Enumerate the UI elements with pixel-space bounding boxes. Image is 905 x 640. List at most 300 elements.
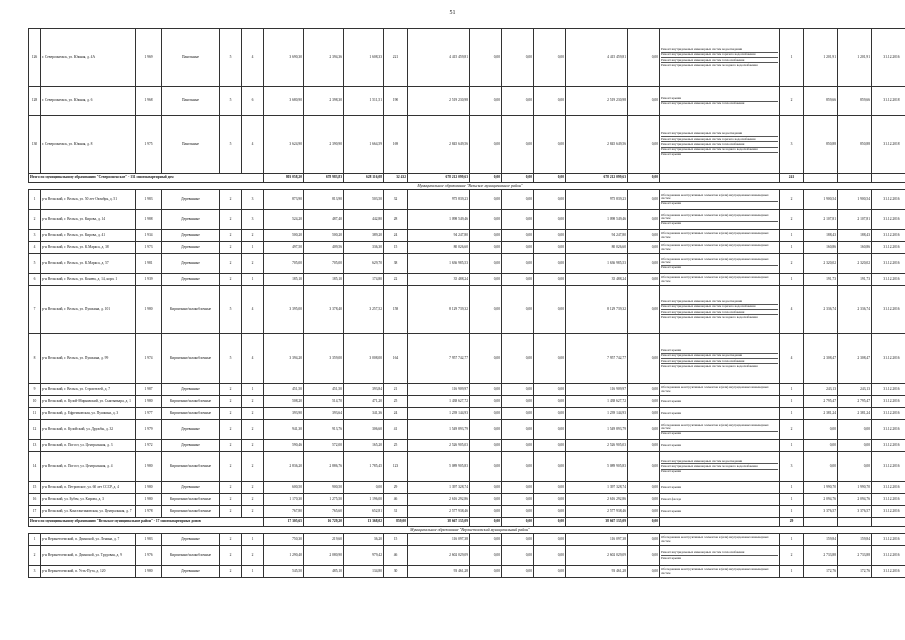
wall-material: Кирпичные/шлакоблочные <box>162 546 220 566</box>
build-year: 1 974 <box>136 334 162 384</box>
fund-local: 0,00 <box>534 210 566 230</box>
row-number: 17 <box>29 506 41 518</box>
total-cost: 1 438 627,72 <box>408 396 470 408</box>
residents: 25 <box>384 396 408 408</box>
deadline-date: 31.12.2016 <box>872 420 905 440</box>
wall-material: Деревянные <box>162 190 220 210</box>
total-c2: 0,00 <box>502 518 534 527</box>
build-year: 1 934 <box>136 230 162 242</box>
floors: 5 <box>220 29 242 87</box>
floors: 2 <box>220 534 242 546</box>
work-item: Ремонт внутридомовых инженерных систем водоотведения <box>661 132 778 137</box>
deadline-date: 31.12.2016 <box>872 408 905 420</box>
fund-local: 0,00 <box>534 420 566 440</box>
municipality-header <box>29 183 905 190</box>
build-year: 1 980 <box>136 494 162 506</box>
works-count: 1 <box>780 29 804 87</box>
total-cost: 2 577 938,46 <box>408 506 470 518</box>
table-row <box>29 440 905 452</box>
table-row <box>29 190 905 210</box>
total-area: 497,50 <box>264 242 304 254</box>
build-year: 1 983 <box>136 190 162 210</box>
cost-limit: 188,43 <box>838 230 872 242</box>
fund-owners: 93 461,28 <box>566 566 628 578</box>
wall-material: Деревянные <box>162 384 220 396</box>
total-area: 873,90 <box>264 190 304 210</box>
fund-local: 0,00 <box>534 494 566 506</box>
fund-other: 0,00 <box>628 230 660 242</box>
row-number: 130 <box>29 116 41 174</box>
total-cost: 678 212 099,63 <box>408 174 470 183</box>
works-list <box>660 408 780 420</box>
entrances: 1 <box>242 566 264 578</box>
entrances: 1 <box>242 534 264 546</box>
fund-owners: 35 488,24 <box>566 274 628 286</box>
entrances: 4 <box>242 29 264 87</box>
fund-federal: 0,00 <box>470 396 502 408</box>
total-c1: 0,00 <box>470 174 502 183</box>
build-year: 1 972 <box>136 440 162 452</box>
capital-repair-table <box>28 28 905 578</box>
total-cost: 1 239 144,93 <box>408 408 470 420</box>
work-item: Ремонт внутридомовых инженерных систем водоотведения <box>661 459 778 464</box>
living-area: 409,56 <box>304 242 344 254</box>
specific-cost: 188,43 <box>804 230 838 242</box>
total-blank <box>872 174 905 183</box>
deadline-date: 31.12.2016 <box>872 534 905 546</box>
address: р-н Вельский, г. Вельск, ул. К.Маркса, д. 57 <box>41 254 136 274</box>
total-area: 750,30 <box>264 534 304 546</box>
fund-other: 0,00 <box>628 408 660 420</box>
works-list <box>660 242 780 254</box>
residential-area: 3 008,00 <box>344 334 384 384</box>
living-area: 185,10 <box>304 274 344 286</box>
cost-limit: 160,86 <box>838 242 872 254</box>
total-cost: 80 026,60 <box>408 242 470 254</box>
row-number: 11 <box>29 408 41 420</box>
entrances: 4 <box>242 334 264 384</box>
address: г. Североонежск, ул. Южная, д. 4А <box>41 29 136 87</box>
row-number: 3 <box>29 230 41 242</box>
fund-federal: 0,00 <box>470 494 502 506</box>
entrances: 2 <box>242 482 264 494</box>
address: р-н Верхнетоемский, п. Двинской, ул. Ленина, д. 7 <box>41 534 136 546</box>
work-item: Ремонт крыши <box>661 555 682 560</box>
fund-owners: 1 397 328,74 <box>566 482 628 494</box>
address: р-н Вельский, п. Погост, ул. Центральная, д. 4 <box>41 452 136 482</box>
fund-owners: 80 026,60 <box>566 242 628 254</box>
residential-area: 1 664,59 <box>344 116 384 174</box>
municipality-title: Муниципальное образование "Вельское муниципальное район" <box>29 183 905 190</box>
total-blank <box>804 518 838 527</box>
works-list <box>660 210 780 230</box>
fund-other: 0,00 <box>628 420 660 440</box>
total-c3: 0,00 <box>534 174 566 183</box>
fund-other: 0,00 <box>628 396 660 408</box>
deadline-date: 31.12.2016 <box>872 334 905 384</box>
floors: 2 <box>220 482 242 494</box>
works-list <box>660 506 780 518</box>
living-area: 2 398,30 <box>304 87 344 116</box>
table-row <box>29 334 905 384</box>
fund-local: 0,00 <box>534 87 566 116</box>
total-area: 1 290,40 <box>264 546 304 566</box>
fund-federal: 0,00 <box>470 210 502 230</box>
entrances: 2 <box>242 420 264 440</box>
fund-local: 0,00 <box>534 116 566 174</box>
build-year: 1 980 <box>136 286 162 334</box>
works-count: 1 <box>780 408 804 420</box>
residents: 22 <box>384 274 408 286</box>
works-count: 1 <box>780 396 804 408</box>
build-year: 1 939 <box>136 274 162 286</box>
address: р-н Вельский, ул. Константиновская, ул. Центральная, д. 7 <box>41 506 136 518</box>
work-item: Ремонт внутридомовых инженерных систем теплоснабжения <box>661 101 745 105</box>
table-row <box>29 494 905 506</box>
cost-limit: 1 201,91 <box>838 29 872 87</box>
fund-local: 0,00 <box>534 506 566 518</box>
fund-federal: 0,00 <box>470 286 502 334</box>
table-row <box>29 87 905 116</box>
residential-area: 0,00 <box>344 482 384 494</box>
residential-area: 336,30 <box>344 242 384 254</box>
works-count: 1 <box>780 274 804 286</box>
floors: 5 <box>220 334 242 384</box>
fund-other: 0,00 <box>628 190 660 210</box>
fund-regional: 0,00 <box>502 254 534 274</box>
deadline-date: 31.12.2016 <box>872 440 905 452</box>
work-item: Ремонт внутридомовых инженерных систем холодного водоснабжения <box>661 148 778 153</box>
fund-owners: 1 636 985,53 <box>566 254 628 274</box>
living-area: 705,00 <box>304 254 344 274</box>
total-cost: 116 909,97 <box>408 384 470 396</box>
living-area: 900,50 <box>304 482 344 494</box>
specific-cost: 1 900,54 <box>804 190 838 210</box>
row-number: 128 <box>29 87 41 116</box>
fund-local: 0,00 <box>534 334 566 384</box>
fund-federal: 0,00 <box>470 274 502 286</box>
table-row <box>29 566 905 578</box>
fund-federal: 0,00 <box>470 29 502 87</box>
works-list <box>660 334 780 384</box>
total-c2: 0,00 <box>502 174 534 183</box>
work-item: Ремонт крыши <box>661 96 778 101</box>
row-number: 1 <box>29 190 41 210</box>
wall-material: Кирпичные/шлакоблочные <box>162 452 220 482</box>
works-list <box>660 254 780 274</box>
fund-federal: 0,00 <box>470 420 502 440</box>
total-cost: 7 957 742,77 <box>408 334 470 384</box>
fund-local: 0,00 <box>534 242 566 254</box>
works-count: 2 <box>780 190 804 210</box>
fund-local: 0,00 <box>534 274 566 286</box>
floors: 2 <box>220 494 242 506</box>
floors: 2 <box>220 384 242 396</box>
works-list <box>660 286 780 334</box>
works-count: 2 <box>780 87 804 116</box>
total-blank <box>838 174 872 183</box>
fund-owners: 2 845 649,56 <box>566 116 628 174</box>
fund-other: 0,00 <box>628 210 660 230</box>
total-cost: 975 839,23 <box>408 190 470 210</box>
fund-owners: 2 519 230,98 <box>566 87 628 116</box>
fund-other: 0,00 <box>628 482 660 494</box>
residential-area: 306,60 <box>344 420 384 440</box>
total-blank <box>804 174 838 183</box>
work-item: Ремонт внутридомовых инженерных систем холодного водоснабжения <box>661 363 758 368</box>
fund-regional: 0,00 <box>502 494 534 506</box>
fund-owners: 1 549 893,79 <box>566 420 628 440</box>
works-count: 1 <box>780 506 804 518</box>
residents: 28 <box>384 210 408 230</box>
cost-limit: 2 795,47 <box>838 396 872 408</box>
table-row <box>29 452 905 482</box>
fund-owners: 2 577 938,46 <box>566 506 628 518</box>
residential-area: 134,80 <box>344 566 384 578</box>
page-number: 51 <box>449 10 456 16</box>
entrances: 2 <box>242 230 264 242</box>
residents: 25 <box>384 440 408 452</box>
living-area: 393,64 <box>304 408 344 420</box>
total-cost: 1 636 985,53 <box>408 254 470 274</box>
total-cost: 35 488,24 <box>408 274 470 286</box>
deadline-date: 31.12.2016 <box>872 506 905 518</box>
address: р-н Вельский, д. Ефремковская, ул. Пушкина, д. 3 <box>41 408 136 420</box>
specific-cost: 0,00 <box>804 452 838 482</box>
total-area: 17 305,65 <box>264 518 304 527</box>
fund-regional: 0,00 <box>502 384 534 396</box>
fund-federal: 0,00 <box>470 384 502 396</box>
work-item: Ремонт крыши <box>661 201 682 206</box>
address: р-н Вельский, п. Петровское, ул. 60 лет СССР, д. 4 <box>41 482 136 494</box>
works-list <box>660 546 780 566</box>
fund-local: 0,00 <box>534 286 566 334</box>
work-item: Ремонт крыши <box>661 398 682 403</box>
work-item: Ремонт внутридомовых инженерных систем теплоснабжения <box>661 142 778 147</box>
address: г. Североонежск, ул. Южная, д. 8 <box>41 116 136 174</box>
living-area: 2 394,36 <box>304 29 344 87</box>
residents: 24 <box>384 408 408 420</box>
cost-limit: 2 336,74 <box>838 286 872 334</box>
total-label: Итого по муниципальному образованию "Вельское муниципальное район" - 17 многоквартирных домов <box>29 518 264 527</box>
total-area_n: 13 368,02 <box>344 518 384 527</box>
specific-cost: 172,76 <box>804 566 838 578</box>
living-area: 451,50 <box>304 384 344 396</box>
residents: 164 <box>384 334 408 384</box>
works-list <box>660 494 780 506</box>
address: р-н Вельский, г. Вельск, ул. Пушкина, д. 101 <box>41 286 136 334</box>
row-number: 16 <box>29 494 41 506</box>
fund-other: 0,00 <box>628 494 660 506</box>
deadline-date: 31.12.2016 <box>872 274 905 286</box>
floors: 2 <box>220 452 242 482</box>
fund-regional: 0,00 <box>502 286 534 334</box>
build-year: 1 987 <box>136 384 162 396</box>
build-year: 1 983 <box>136 534 162 546</box>
living-area: 3 359,00 <box>304 334 344 384</box>
wall-material: Деревянные <box>162 210 220 230</box>
row-number: 13 <box>29 440 41 452</box>
fund-regional: 0,00 <box>502 242 534 254</box>
row-number: 2 <box>29 210 41 230</box>
floors: 2 <box>220 420 242 440</box>
specific-cost: 2 795,47 <box>804 396 838 408</box>
works-count: 1 <box>780 494 804 506</box>
deadline-date: 31.12.2016 <box>872 230 905 242</box>
fund-regional: 0,00 <box>502 116 534 174</box>
residents: 41 <box>384 420 408 440</box>
residents: 158 <box>384 286 408 334</box>
municipality-title: Муниципальное образование "Верхнетоемский муниципальный район" <box>29 527 905 534</box>
residents: 32 <box>384 190 408 210</box>
build-year: 1 969 <box>136 29 162 87</box>
floors: 2 <box>220 210 242 230</box>
wall-material: Деревянные <box>162 230 220 242</box>
deadline-date: 31.12.2016 <box>872 254 905 274</box>
fund-federal: 0,00 <box>470 546 502 566</box>
fund-other: 0,00 <box>628 87 660 116</box>
fund-local: 0,00 <box>534 29 566 87</box>
row-number: 2 <box>29 546 41 566</box>
works-count: 4 <box>780 286 804 334</box>
total-cost: 5 089 905,83 <box>408 452 470 482</box>
wall-material: Кирпичные/шлакоблочные <box>162 396 220 408</box>
row-number: 12 <box>29 420 41 440</box>
total-works-count: 241 <box>780 174 804 183</box>
total-c4: 0,00 <box>628 518 660 527</box>
entrances: 1 <box>242 242 264 254</box>
entrances: 3 <box>242 210 264 230</box>
deadline-date: 31.12.2016 <box>872 396 905 408</box>
cost-limit: 243,13 <box>838 384 872 396</box>
fund-owners: 116 909,97 <box>566 384 628 396</box>
entrances: 2 <box>242 408 264 420</box>
fund-owners: 1 438 627,72 <box>566 396 628 408</box>
fund-other: 0,00 <box>628 254 660 274</box>
total-cost: 38 667 135,09 <box>408 518 470 527</box>
works-list <box>660 116 780 174</box>
fund-federal: 0,00 <box>470 87 502 116</box>
wall-material: Деревянные <box>162 420 220 440</box>
works-list <box>660 440 780 452</box>
work-item: Обследование конструктивных элементов и (или) внутридомовых инженерных систем <box>661 423 778 431</box>
fund-regional: 0,00 <box>502 334 534 384</box>
fund-other: 0,00 <box>628 116 660 174</box>
build-year: 1 980 <box>136 396 162 408</box>
cost-limit: 2 094,76 <box>838 494 872 506</box>
work-item: Обследование конструктивных элементов и (или) внутридомовых инженерных систем <box>661 385 769 393</box>
residential-area: 1 785,45 <box>344 452 384 482</box>
table-row <box>29 546 905 566</box>
living-area: 2 080,90 <box>304 546 344 566</box>
wall-material: Деревянные <box>162 274 220 286</box>
fund-regional: 0,00 <box>502 87 534 116</box>
works-list <box>660 29 780 87</box>
fund-regional: 0,00 <box>502 420 534 440</box>
table-row <box>29 29 905 87</box>
deadline-date: 31.12.2016 <box>872 190 905 210</box>
row-number: 3 <box>29 566 41 578</box>
table-row <box>29 274 905 286</box>
cost-limit: 0,00 <box>838 440 872 452</box>
total-cost: 2 845 649,56 <box>408 116 470 174</box>
cost-limit: 2 381,24 <box>838 408 872 420</box>
fund-local: 0,00 <box>534 230 566 242</box>
total-area: 803 058,20 <box>264 174 304 183</box>
floors: 2 <box>220 396 242 408</box>
deadline-date: 31.12.2016 <box>872 384 905 396</box>
works-count: 1 <box>780 534 804 546</box>
residents: 169 <box>384 116 408 174</box>
address: р-н Верхнетоемский, п. Усть-Пута, д. 120 <box>41 566 136 578</box>
total-res: 859,00 <box>384 518 408 527</box>
residents: 123 <box>384 452 408 482</box>
work-item: Ремонт крыши <box>661 484 682 489</box>
specific-cost: 850,88 <box>804 116 838 174</box>
fund-regional: 0,00 <box>502 210 534 230</box>
total-cost2: 678 212 099,63 <box>566 174 628 183</box>
work-item: Ремонт внутридомовых инженерных систем водоотведения <box>661 300 778 305</box>
build-year: 1 981 <box>136 254 162 274</box>
works-count: 1 <box>780 384 804 396</box>
wall-material: Кирпичные/шлакоблочные <box>162 334 220 384</box>
total-area: 767,80 <box>264 506 304 518</box>
fund-other: 0,00 <box>628 534 660 546</box>
living-area: 813,90 <box>304 190 344 210</box>
wall-material: Деревянные <box>162 440 220 452</box>
fund-owners: 7 957 742,77 <box>566 334 628 384</box>
living-area: 500,20 <box>304 230 344 242</box>
residents: 221 <box>384 29 408 87</box>
fund-federal: 0,00 <box>470 230 502 242</box>
residents: 38 <box>384 254 408 274</box>
cost-limit: 0,00 <box>838 452 872 482</box>
works-count: 1 <box>780 482 804 494</box>
floors: 2 <box>220 254 242 274</box>
fund-regional: 0,00 <box>502 190 534 210</box>
fund-owners: 2 526 905,03 <box>566 440 628 452</box>
works-count: 1 <box>780 242 804 254</box>
build-year: 1 968 <box>136 87 162 116</box>
fund-other: 0,00 <box>628 274 660 286</box>
wall-material: Кирпичные/шлакоблочные <box>162 408 220 420</box>
work-item: Ремонт внутридомовых инженерных систем горячего водоснабжения <box>661 305 778 310</box>
residential-area: 652,81 <box>344 506 384 518</box>
works-list <box>660 384 780 396</box>
residential-area: 979,42 <box>344 546 384 566</box>
wall-material: Кирпичные/шлакоблочные <box>162 286 220 334</box>
work-item: Ремонт внутридомовых инженерных систем холодного водоснабжения <box>661 464 778 469</box>
cost-limit: 1 990,70 <box>838 482 872 494</box>
residents: 15 <box>384 534 408 546</box>
living-area: 913,76 <box>304 420 344 440</box>
cost-limit: 191,73 <box>838 274 872 286</box>
cost-limit: 1 900,54 <box>838 190 872 210</box>
total-c4: 0,00 <box>628 174 660 183</box>
build-year: 1 979 <box>136 420 162 440</box>
deadline-date: 31.12.2016 <box>872 242 905 254</box>
fund-owners: 94 247,80 <box>566 230 628 242</box>
specific-cost: 1 990,70 <box>804 482 838 494</box>
fund-other: 0,00 <box>628 384 660 396</box>
residential-area: 36,20 <box>344 534 384 546</box>
work-item: Ремонт внутридомовых инженерных систем теплоснабжения <box>661 310 778 315</box>
deadline-date: 31.12.2016 <box>872 210 905 230</box>
work-item: Ремонт крыши <box>661 221 682 226</box>
specific-cost: 3 376,57 <box>804 506 838 518</box>
specific-cost: 2 733,88 <box>804 546 838 566</box>
specific-cost: 2 381,24 <box>804 408 838 420</box>
